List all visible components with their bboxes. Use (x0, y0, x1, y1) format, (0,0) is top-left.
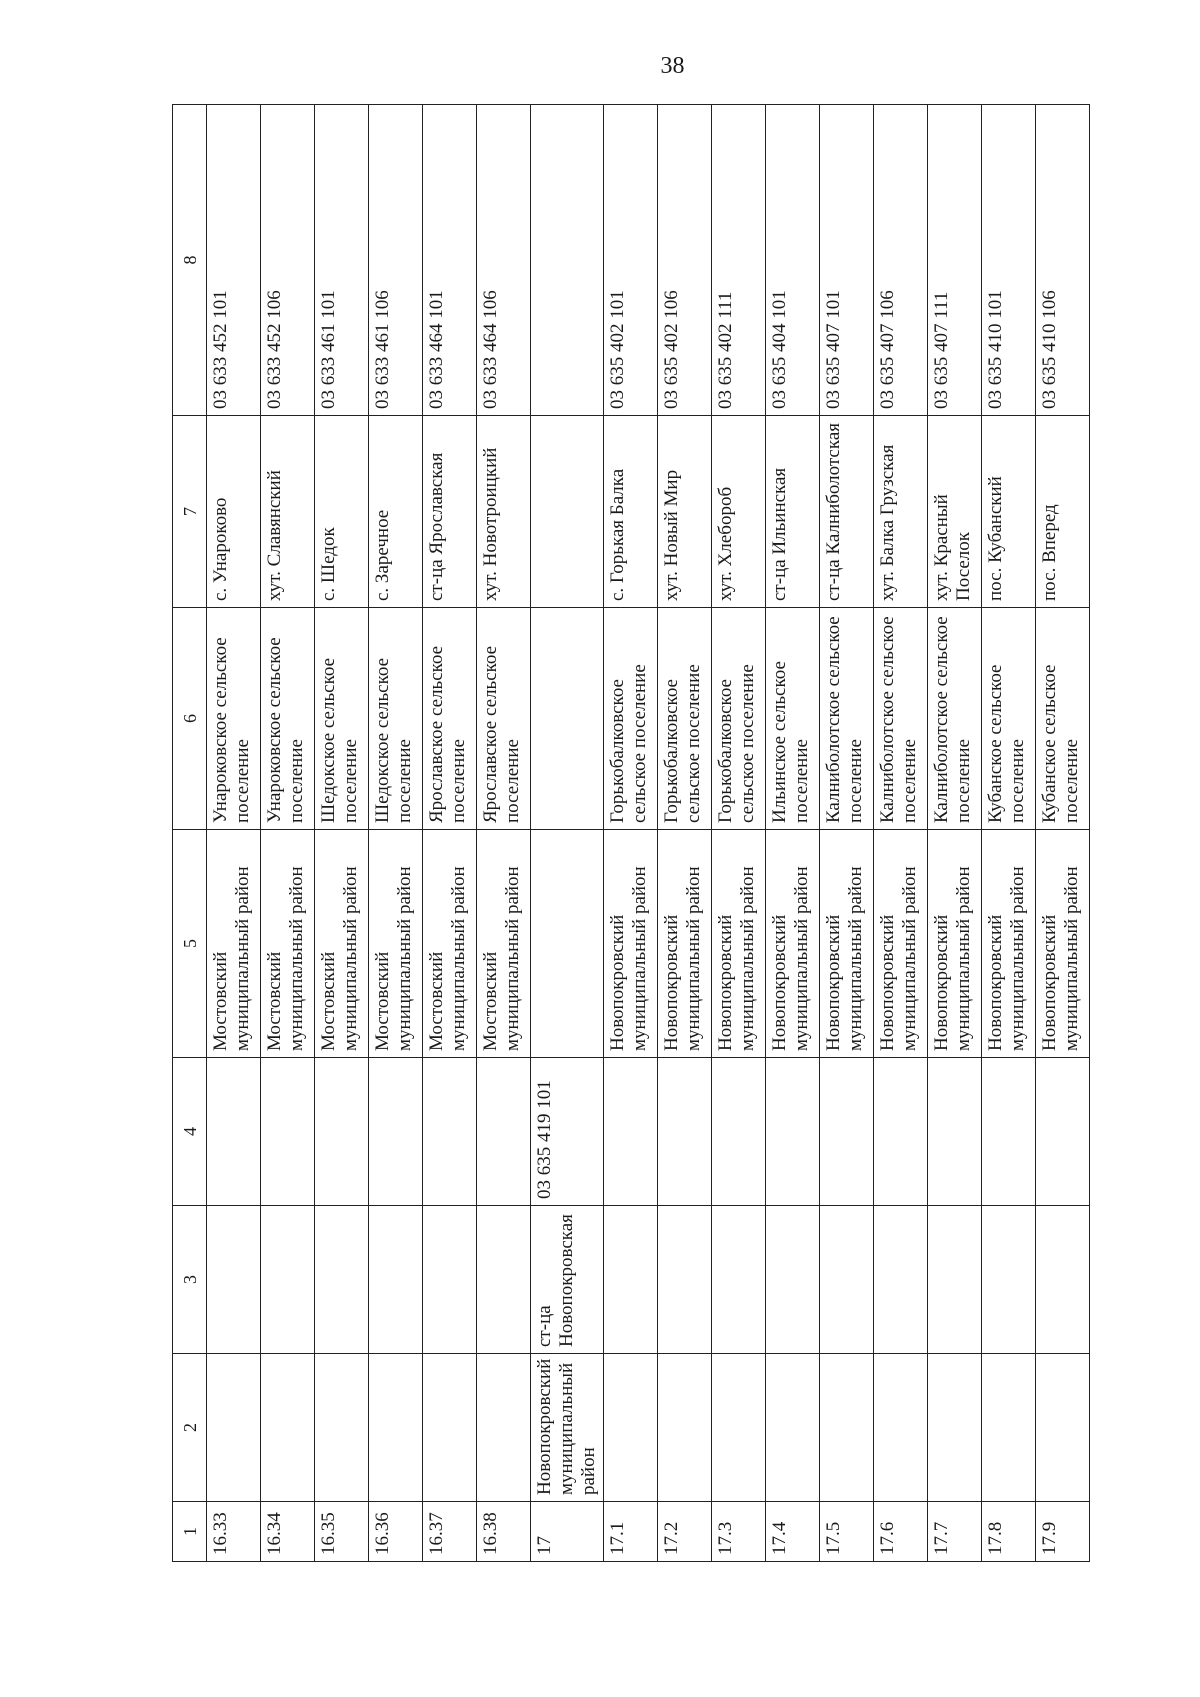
table-row (766, 105, 820, 1562)
row-number-cell: 17.3 (712, 1502, 766, 1562)
locality-cell: хут. Балка Грузская (874, 416, 928, 608)
district-cell (766, 1354, 820, 1502)
district-cell (423, 1354, 477, 1502)
column-header: 2 (173, 1354, 207, 1502)
locality-cell: хут. Новый Мир (658, 416, 712, 608)
table-row (982, 105, 1036, 1562)
locality-cell: хут. Новотроицкий (477, 416, 531, 608)
settlement-cell: Ярославское сельское поселение (477, 608, 531, 830)
row-number-cell: 17.9 (1036, 1502, 1090, 1562)
district-cell (315, 1354, 369, 1502)
center-code-cell (820, 1058, 874, 1206)
municipality-cell (531, 830, 604, 1058)
table-row (1036, 105, 1090, 1562)
locality-cell: пос. Кубанский (982, 416, 1036, 608)
row-number-cell: 17.1 (604, 1502, 658, 1562)
locality-cell: ст-ца Ильинская (766, 416, 820, 608)
district-cell (820, 1354, 874, 1502)
municipality-cell: Новопокровский муниципальный район (766, 830, 820, 1058)
center-cell (928, 1206, 982, 1354)
locality-code-cell: 03 635 410 101 (982, 105, 1036, 416)
municipality-cell: Мостовский муниципальный район (423, 830, 477, 1058)
center-code-cell (315, 1058, 369, 1206)
table-row (477, 105, 531, 1562)
district-cell (604, 1354, 658, 1502)
municipality-cell: Новопокровский муниципальный район (712, 830, 766, 1058)
center-code-cell (369, 1058, 423, 1206)
center-code-cell: 03 635 419 101 (531, 1058, 604, 1206)
municipality-cell: Новопокровский муниципальный район (820, 830, 874, 1058)
locality-cell: ст-ца Ярославская (423, 416, 477, 608)
row-number-cell: 17 (531, 1502, 604, 1562)
locality-code-cell: 03 633 461 106 (369, 105, 423, 416)
locality-cell: с. Шедок (315, 416, 369, 608)
municipality-cell: Мостовский муниципальный район (369, 830, 423, 1058)
table-row (712, 105, 766, 1562)
center-code-cell (207, 1058, 261, 1206)
locality-code-cell (531, 105, 604, 416)
row-number-cell: 17.4 (766, 1502, 820, 1562)
district-cell (874, 1354, 928, 1502)
district-cell (477, 1354, 531, 1502)
center-code-cell (1036, 1058, 1090, 1206)
center-cell (658, 1206, 712, 1354)
locality-cell: ст-ца Калниболотская (820, 416, 874, 608)
center-cell (1036, 1206, 1090, 1354)
settlement-cell: Горькобалковское сельское поселение (712, 608, 766, 830)
column-header: 6 (173, 608, 207, 830)
row-number-cell: 17.8 (982, 1502, 1036, 1562)
center-cell (423, 1206, 477, 1354)
center-code-cell (712, 1058, 766, 1206)
municipality-cell: Новопокровский муниципальный район (928, 830, 982, 1058)
table-row (315, 105, 369, 1562)
column-header: 1 (173, 1502, 207, 1562)
municipality-cell: Новопокровский муниципальный район (874, 830, 928, 1058)
center-code-cell (261, 1058, 315, 1206)
column-header: 8 (173, 105, 207, 416)
center-cell (712, 1206, 766, 1354)
center-cell (207, 1206, 261, 1354)
locality-code-cell: 03 635 402 101 (604, 105, 658, 416)
district-cell (712, 1354, 766, 1502)
municipality-cell: Мостовский муниципальный район (261, 830, 315, 1058)
municipality-cell: Мостовский муниципальный район (207, 830, 261, 1058)
locality-cell: пос. Вперед (1036, 416, 1090, 608)
locality-cell: с. Горькая Балка (604, 416, 658, 608)
municipality-cell: Мостовский муниципальный район (315, 830, 369, 1058)
column-header: 4 (173, 1058, 207, 1206)
municipality-cell: Новопокровский муниципальный район (658, 830, 712, 1058)
district-cell (1036, 1354, 1090, 1502)
settlement-cell: Калниболотское сельское поселение (928, 608, 982, 830)
page-number: 38 (660, 53, 685, 79)
table-row (658, 105, 712, 1562)
registry-table (172, 104, 1090, 1562)
locality-cell (531, 416, 604, 608)
center-cell (820, 1206, 874, 1354)
locality-code-cell: 03 633 452 101 (207, 105, 261, 416)
center-code-cell (423, 1058, 477, 1206)
locality-code-cell: 03 635 410 106 (1036, 105, 1090, 416)
locality-cell: хут. Славянский (261, 416, 315, 608)
row-number-cell: 16.35 (315, 1502, 369, 1562)
table-row (874, 105, 928, 1562)
column-header: 7 (173, 416, 207, 608)
center-code-cell (477, 1058, 531, 1206)
registry-table-rotated (172, 105, 1082, 1562)
municipality-cell: Новопокровский муниципальный район (1036, 830, 1090, 1058)
locality-code-cell: 03 633 461 101 (315, 105, 369, 416)
municipality-cell: Новопокровский муниципальный район (982, 830, 1036, 1058)
district-cell (207, 1354, 261, 1502)
table-row (207, 105, 261, 1562)
settlement-cell: Кубанское сельское поселение (982, 608, 1036, 830)
table-row (369, 105, 423, 1562)
center-code-cell (766, 1058, 820, 1206)
center-cell (261, 1206, 315, 1354)
settlement-cell: Калниболотское сельское поселение (874, 608, 928, 830)
settlement-cell: Шедокское сельское поселение (369, 608, 423, 830)
locality-cell: с. Унароково (207, 416, 261, 608)
center-cell (766, 1206, 820, 1354)
settlement-cell: Унароковское сельское поселение (207, 608, 261, 830)
center-code-cell (928, 1058, 982, 1206)
center-cell (477, 1206, 531, 1354)
center-cell (315, 1206, 369, 1354)
locality-code-cell: 03 635 402 106 (658, 105, 712, 416)
locality-code-cell: 03 633 464 101 (423, 105, 477, 416)
locality-code-cell: 03 633 452 106 (261, 105, 315, 416)
settlement-cell: Горькобалковское сельское поселение (604, 608, 658, 830)
table-row (604, 105, 658, 1562)
locality-code-cell: 03 635 407 111 (928, 105, 982, 416)
locality-cell: хут. Хлебороб (712, 416, 766, 608)
row-number-cell: 16.33 (207, 1502, 261, 1562)
settlement-cell: Горькобалковское сельское поселение (658, 608, 712, 830)
row-number-cell: 16.37 (423, 1502, 477, 1562)
locality-code-cell: 03 633 464 106 (477, 105, 531, 416)
column-header: 3 (173, 1206, 207, 1354)
settlement-cell (531, 608, 604, 830)
locality-code-cell: 03 635 404 101 (766, 105, 820, 416)
district-cell (658, 1354, 712, 1502)
municipality-cell: Новопокровский муниципальный район (604, 830, 658, 1058)
district-cell (982, 1354, 1036, 1502)
locality-code-cell: 03 635 402 111 (712, 105, 766, 416)
center-cell (604, 1206, 658, 1354)
center-code-cell (982, 1058, 1036, 1206)
row-number-cell: 16.38 (477, 1502, 531, 1562)
row-number-cell: 17.2 (658, 1502, 712, 1562)
settlement-cell: Калниболотское сельское поселение (820, 608, 874, 830)
row-number-cell: 17.7 (928, 1502, 982, 1562)
table-row (820, 105, 874, 1562)
center-cell (874, 1206, 928, 1354)
settlement-cell: Кубанское сельское поселение (1036, 608, 1090, 830)
row-number-cell: 17.6 (874, 1502, 928, 1562)
locality-cell: с. Заречное (369, 416, 423, 608)
center-code-cell (658, 1058, 712, 1206)
settlement-cell: Шедокское сельское поселение (315, 608, 369, 830)
row-number-cell: 16.36 (369, 1502, 423, 1562)
district-cell (928, 1354, 982, 1502)
district-cell: Новопокровский муниципальный район (531, 1354, 604, 1502)
table-row (928, 105, 982, 1562)
center-code-cell (874, 1058, 928, 1206)
center-code-cell (604, 1058, 658, 1206)
column-header: 5 (173, 830, 207, 1058)
municipality-cell: Мостовский муниципальный район (477, 830, 531, 1058)
table-row (423, 105, 477, 1562)
settlement-cell: Ярославское сельское поселение (423, 608, 477, 830)
row-number-cell: 16.34 (261, 1502, 315, 1562)
row-number-cell: 17.5 (820, 1502, 874, 1562)
table-header-row (173, 105, 207, 1562)
settlement-cell: Ильинское сельское поселение (766, 608, 820, 830)
center-cell: ст-ца Новопокровская (531, 1206, 604, 1354)
settlement-cell: Унароковское сельское поселение (261, 608, 315, 830)
locality-code-cell: 03 635 407 101 (820, 105, 874, 416)
locality-code-cell: 03 635 407 106 (874, 105, 928, 416)
center-cell (369, 1206, 423, 1354)
center-cell (982, 1206, 1036, 1354)
district-cell (261, 1354, 315, 1502)
table-row (531, 105, 604, 1562)
locality-cell: хут. Красный Поселок (928, 416, 982, 608)
table-row (261, 105, 315, 1562)
district-cell (369, 1354, 423, 1502)
